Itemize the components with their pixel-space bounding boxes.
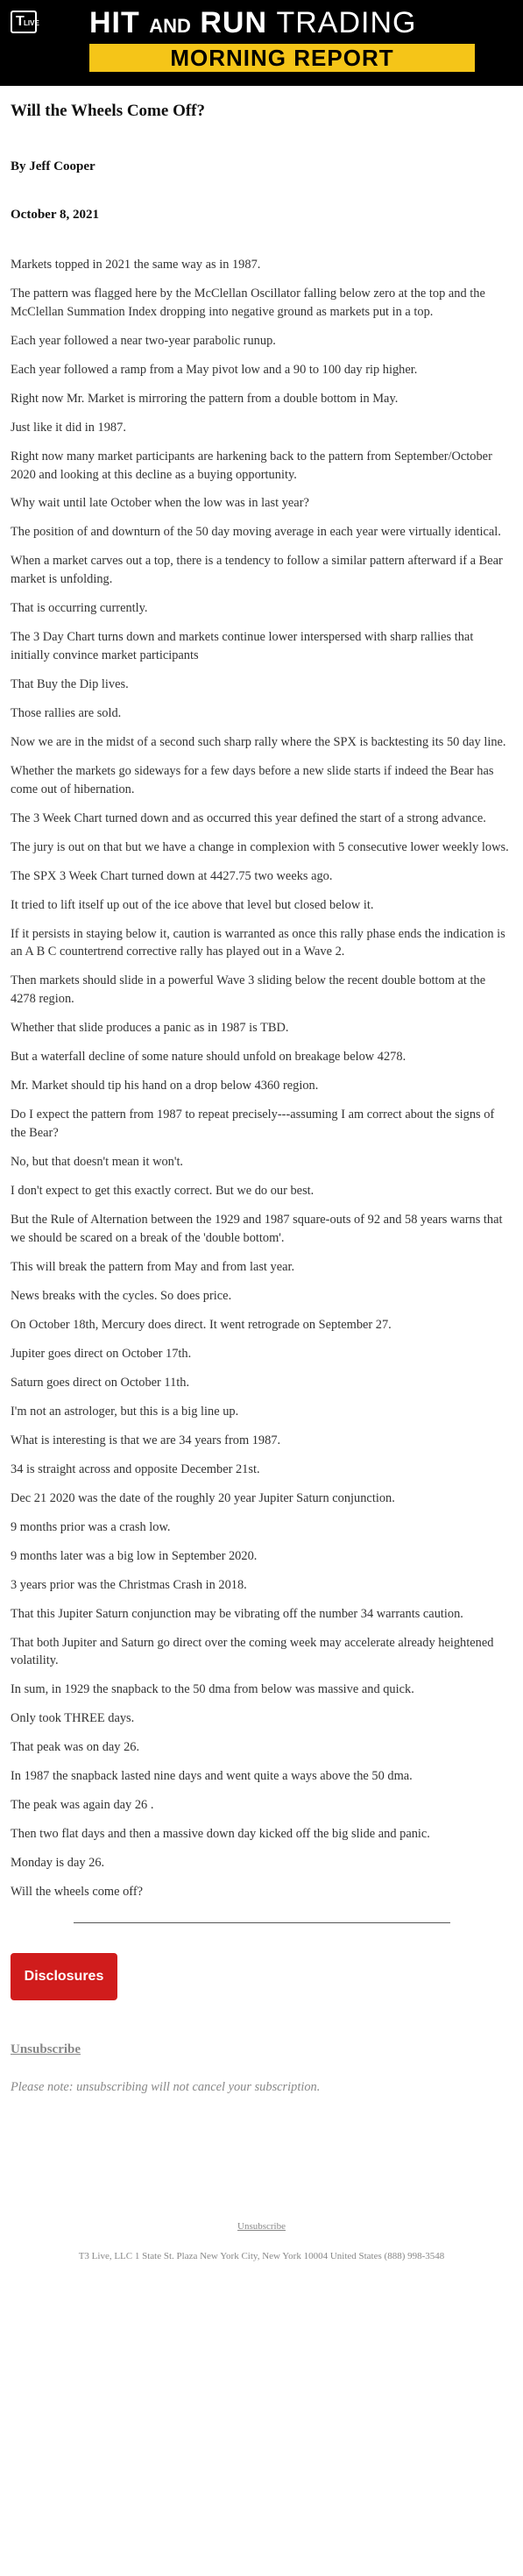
footer-address: T3 Live, LLC 1 State St. Plaza New York City, New York 10004 United States (888) 998-3548 xyxy=(78,2250,445,2261)
article-paragraph: That Buy the Dip lives. xyxy=(11,677,129,691)
disclosures-button[interactable]: Disclosures xyxy=(11,1953,117,2000)
article-paragraph: Saturn goes direct on October 11th. xyxy=(11,1375,190,1390)
article-paragraph: The pattern was flagged here by the McClellan Oscillator falling below zero at the top and the McClellan Summation Index dropping into negative ground as markets put in a top. xyxy=(11,286,485,319)
article-paragraph: What is interesting is that we are 34 years from 1987. xyxy=(11,1433,281,1447)
article-paragraph: Why wait until late October when the low was in last year? xyxy=(11,496,309,511)
article-title: Will the Wheels Come Off? xyxy=(11,102,205,120)
article-paragraph: This will break the pattern from May and from last year. xyxy=(11,1259,295,1274)
unsubscribe-link[interactable]: Unsubscribe xyxy=(11,2042,81,2056)
brand-trading: TRADING xyxy=(276,6,417,39)
article-paragraph: 34 is straight across and opposite December 21st. xyxy=(11,1461,260,1476)
article-paragraph: 3 years prior was the Christmas Crash in 2018. xyxy=(11,1577,247,1592)
article-paragraph: Then two flat days and then a massive down day kicked off the big slide and panic. xyxy=(11,1827,430,1842)
article-paragraph: Just like it did in 1987. xyxy=(11,420,126,435)
divider xyxy=(74,1922,450,1923)
article-paragraph: Do I expect the pattern from 1987 to repeat precisely---assuming I am correct about the signs of the Bear? xyxy=(11,1108,495,1140)
article-paragraph: That both Jupiter and Saturn go direct over the coming week may accelerate already heightened volatility. xyxy=(11,1635,494,1668)
unsubscribe-note: Please note: unsubscribing will not cancel your subscription. xyxy=(11,2079,321,2094)
article-paragraph: Monday is day 26. xyxy=(11,1856,105,1871)
article-paragraph: The SPX 3 Week Chart turned down at 4427.75 two weeks ago. xyxy=(11,868,333,883)
footer-unsubscribe-link[interactable]: Unsubscribe xyxy=(237,2220,286,2232)
article-paragraph: I don't expect to get this exactly correct. But we do our best. xyxy=(11,1183,315,1198)
article-paragraph: Whether that slide produces a panic as in 1987 is TBD. xyxy=(11,1021,289,1036)
article-paragraph: I'm not an astrologer, but this is a big line up. xyxy=(11,1404,239,1419)
article-paragraph: Only took THREE days. xyxy=(11,1711,135,1726)
article-paragraph: The jury is out on that but we have a change in complexion with 5 consecutive lower weekly lows. xyxy=(11,839,509,854)
article-paragraph: News breaks with the cycles. So does price. xyxy=(11,1288,232,1303)
article-paragraph: Markets topped in 2021 the same way as in 1987. xyxy=(11,258,261,272)
article-paragraph: Each year followed a near two-year parabolic runup. xyxy=(11,333,276,348)
article-paragraph: No, but that doesn't mean it won't. xyxy=(11,1154,184,1169)
footer xyxy=(11,2221,512,2261)
article xyxy=(0,86,523,2261)
article-paragraph: Will the wheels come off? xyxy=(11,1885,144,1900)
article-paragraph: 9 months later was a big low in September 2020. xyxy=(11,1548,258,1563)
article-paragraph: The 3 Week Chart turned down and as occurred this year defined the start of a strong advance. xyxy=(11,810,486,825)
article-paragraph: Dec 21 2020 was the date of the roughly 20 year Jupiter Saturn conjunction. xyxy=(11,1490,395,1505)
article-body xyxy=(11,256,512,1901)
article-paragraph: The peak was again day 26 . xyxy=(11,1798,154,1813)
article-paragraph: Jupiter goes direct on October 17th. xyxy=(11,1346,192,1361)
morning-report-subtitle: MORNING REPORT xyxy=(89,44,475,72)
article-paragraph: That this Jupiter Saturn conjunction may be vibrating off the number 34 warrants caution. xyxy=(11,1606,463,1621)
logo-letter: T xyxy=(16,14,25,29)
article-paragraph: Mr. Market should tip his hand on a drop below 4360 region. xyxy=(11,1079,319,1093)
article-paragraph: In sum, in 1929 the snapback to the 50 dma from below was massive and quick. xyxy=(11,1682,414,1697)
logo-live-text: LIVE xyxy=(24,19,39,27)
article-paragraph: In 1987 the snapback lasted nine days and went quite a ways above the 50 dma. xyxy=(11,1769,413,1784)
article-paragraph: But the Rule of Alternation between the 1929 and 1987 square-outs of 92 and 58 years warns that we should be scared on a break of the 'double bottom'. xyxy=(11,1212,503,1245)
article-paragraph: If it persists in staying below it, caution is warranted as once this rally phase ends the indication is an A B C countertrend corrective rally has played out in a Wave 2. xyxy=(11,926,505,959)
header-banner xyxy=(0,0,523,86)
t3-live-logo xyxy=(11,11,37,33)
article-paragraph: The position of and downturn of the 50 day moving average in each year were virtually identical. xyxy=(11,525,501,540)
brand-run: RUN xyxy=(200,6,268,39)
article-paragraph: Now we are in the midst of a second such sharp rally where the SPX is backtesting its 50 day line. xyxy=(11,734,506,749)
article-paragraph: That peak was on day 26. xyxy=(11,1740,140,1755)
article-paragraph: The 3 Day Chart turns down and markets continue lower interspersed with sharp rallies that initially convince market participants xyxy=(11,630,474,663)
article-paragraph: That is occurring currently. xyxy=(11,601,148,616)
brand-title xyxy=(89,5,416,44)
brand-and: AND xyxy=(149,15,191,37)
article-paragraph: Right now many market participants are harkening back to the pattern from September/October 2020 and looking at this decline as a buying opportunity. xyxy=(11,449,492,482)
article-paragraph: 9 months prior was a crash low. xyxy=(11,1519,171,1534)
article-author: By Jeff Cooper xyxy=(11,159,95,173)
article-paragraph: Then markets should slide in a powerful Wave 3 sliding below the recent double bottom at the 4278 region. xyxy=(11,973,486,1007)
article-date: October 8, 2021 xyxy=(11,208,99,222)
article-paragraph: But a waterfall decline of some nature should unfold on breakage below 4278. xyxy=(11,1050,406,1065)
article-paragraph: Those rallies are sold. xyxy=(11,705,122,720)
article-paragraph: On October 18th, Mercury does direct. It went retrograde on September 27. xyxy=(11,1317,392,1332)
article-paragraph: It tried to lift itself up out of the ice above that level but closed below it. xyxy=(11,897,374,912)
article-paragraph: When a market carves out a top, there is a tendency to follow a similar pattern afterward if a Bear market is unfolding. xyxy=(11,554,503,587)
article-paragraph: Each year followed a ramp from a May pivot low and a 90 to 100 day rip higher. xyxy=(11,362,418,377)
brand-hit: HIT xyxy=(89,6,140,39)
article-paragraph: Right now Mr. Market is mirroring the pattern from a double bottom in May. xyxy=(11,391,399,406)
article-paragraph: Whether the markets go sideways for a few days before a new slide starts if indeed the Bear has come out of hibernation. xyxy=(11,763,494,796)
